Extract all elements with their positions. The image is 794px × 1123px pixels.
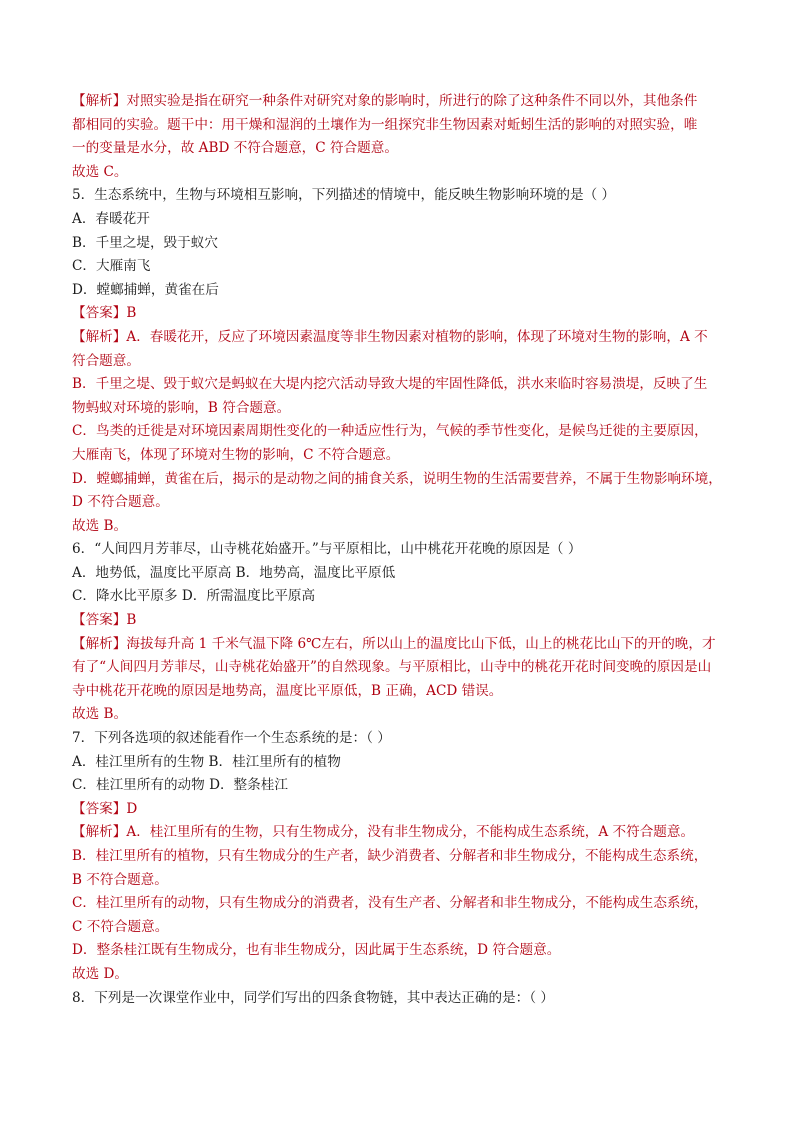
- answer-line: [72, 161, 724, 185]
- answer-line: [72, 515, 724, 539]
- answer-line: [72, 397, 724, 421]
- line-text: C．桂江里所有的动物 D．整条桂江: [72, 777, 288, 794]
- line-text: B: [126, 305, 137, 322]
- line-text: 海拔每升高 1 千米气温下降 6℃左右，所以山上的温度比山下低，山上的桃花比山下的开的晚，才: [126, 635, 716, 652]
- answer-line: [72, 350, 724, 374]
- section-tag: 【解析】: [72, 328, 127, 345]
- answer-line: [72, 869, 724, 893]
- answer-line: [72, 90, 724, 114]
- section-tag: 【解析】: [72, 824, 127, 841]
- answer-line: [72, 491, 724, 515]
- line-text: 6．“人间四月芳菲尽，山寺桃花始盛开。”与平原相比，山中桃花开花晚的原因是（ ）: [72, 541, 582, 558]
- line-text: D．螳螂捕蝉，黄雀在后，揭示的是动物之间的捕食关系，说明生物的生活需要营养，不属于生物影响环境，: [72, 470, 722, 487]
- line-text: 故选 B。: [72, 517, 128, 534]
- question-line: [72, 562, 724, 586]
- line-text: B．千里之堤、毁于蚁穴是蚂蚁在大堤内挖穴活动导致大堤的牢固性降低，洪水来临时容易溃堤，反映了生: [72, 376, 708, 393]
- answer-line: [72, 420, 724, 444]
- section-tag: 【解析】: [72, 635, 127, 652]
- line-text: C．大雁南飞: [72, 258, 151, 275]
- answer-line: [72, 798, 724, 822]
- question-line: [72, 538, 724, 562]
- question-line: [72, 184, 724, 208]
- answer-line: [72, 302, 724, 326]
- line-text: A．春暖花开，反应了环境因素温度等非生物因素对植物的影响，体现了环境对生物的影响，A 不: [126, 328, 708, 345]
- question-line: [72, 987, 724, 1011]
- answer-line: [72, 444, 724, 468]
- line-text: 故选 D。: [72, 965, 129, 982]
- line-text: 8．下列是一次课堂作业中，同学们写出的四条食物链，其中表达正确的是：（ ）: [72, 989, 554, 1006]
- line-text: 物蚂蚁对环境的影响，B 符合题意。: [72, 399, 291, 416]
- answer-line: [72, 326, 724, 350]
- answer-line: [72, 892, 724, 916]
- answer-line: [72, 114, 724, 138]
- line-text: 7．下列各选项的叙述能看作一个生态系统的是：（ ）: [72, 730, 391, 747]
- section-tag: 【答案】: [72, 305, 127, 322]
- line-text: 大雁南飞，体现了环境对生物的影响，C 不符合题意。: [72, 446, 400, 463]
- line-text: D: [126, 800, 138, 817]
- question-line: [72, 585, 724, 609]
- question-line: [72, 232, 724, 256]
- line-text: 符合题意。: [72, 352, 140, 369]
- answer-line: [72, 703, 724, 727]
- line-text: C 不符合题意。: [72, 918, 169, 935]
- answer-line: [72, 916, 724, 940]
- question-line: [72, 255, 724, 279]
- line-text: B．桂江里所有的植物，只有生物成分的生产者，缺少消费者、分解者和非生物成分，不能构成生态系统，: [72, 848, 708, 864]
- question-line: [72, 751, 724, 775]
- line-text: 都相同的实验。题干中：用干燥和湿润的土壤作为一组探究非生物因素对蚯蚓生活的影响的对照实验，唯: [72, 116, 698, 133]
- section-tag: 【答案】: [72, 612, 127, 629]
- answer-line: [72, 373, 724, 397]
- document-page: [72, 90, 724, 1010]
- line-text: C．降水比平原多 D．所需温度比平原高: [72, 588, 316, 605]
- line-text: A．春暖花开: [72, 210, 150, 227]
- line-text: 一的变量是水分，故 ABD 不符合题意，C 符合题意。: [72, 140, 398, 157]
- answer-line: [72, 656, 724, 680]
- section-tag: 【解析】: [72, 93, 127, 109]
- answer-line: [72, 137, 724, 161]
- question-line: [72, 774, 724, 798]
- line-text: C．鸟类的迁徙是对环境因素周期性变化的一种适应性行为，气候的季节性变化，是候鸟迁徙的主要原因，: [72, 423, 708, 440]
- line-text: A．桂江里所有的生物，只有生物成分，没有非生物成分，不能构成生态系统，A 不符合题意。: [126, 824, 695, 841]
- line-text: 有了“人间四月芳菲尽，山寺桃花始盛开”的自然现象。与平原相比，山寺中的桃花开花时间变晚的原因是山: [72, 659, 712, 676]
- answer-line: [72, 845, 724, 869]
- answer-line: [72, 680, 724, 704]
- line-text: A．地势低，温度比平原高 B．地势高，温度比平原低: [72, 564, 396, 581]
- answer-line: [72, 609, 724, 633]
- question-line: [72, 279, 724, 303]
- question-line: [72, 208, 724, 232]
- line-text: D 不符合题意。: [72, 494, 169, 511]
- line-text: 对照实验是指在研究一种条件对研究对象的影响时，所进行的除了这种条件不同以外，其他条件: [126, 93, 698, 109]
- answer-line: [72, 633, 724, 657]
- answer-line: [72, 963, 724, 987]
- line-text: A．桂江里所有的生物 B．桂江里所有的植物: [72, 753, 341, 770]
- answer-line: [72, 468, 724, 492]
- line-text: 故选 C。: [72, 163, 128, 180]
- line-text: 寺中桃花开花晚的原因是地势高，温度比平原低，B 正确，ACD 错误。: [72, 682, 503, 699]
- line-text: 故选 B。: [72, 706, 128, 723]
- line-text: B 不符合题意。: [72, 871, 168, 888]
- question-line: [72, 727, 724, 751]
- answer-line: [72, 821, 724, 845]
- line-text: B．千里之堤，毁于蚁穴: [72, 234, 218, 251]
- line-text: D．螳螂捕蝉，黄雀在后: [72, 281, 219, 298]
- line-text: B: [126, 612, 137, 629]
- line-text: D．整条桂江既有生物成分，也有非生物成分，因此属于生态系统，D 符合题意。: [72, 942, 561, 959]
- section-tag: 【答案】: [72, 800, 127, 817]
- answer-line: [72, 939, 724, 963]
- line-text: C．桂江里所有的动物，只有生物成分的消费者，没有生产者、分解者和非生物成分，不能构成生态系统，: [72, 895, 708, 912]
- line-text: 5．生态系统中，生物与环境相互影响，下列描述的情境中，能反映生物影响环境的是（ ）: [72, 187, 616, 204]
